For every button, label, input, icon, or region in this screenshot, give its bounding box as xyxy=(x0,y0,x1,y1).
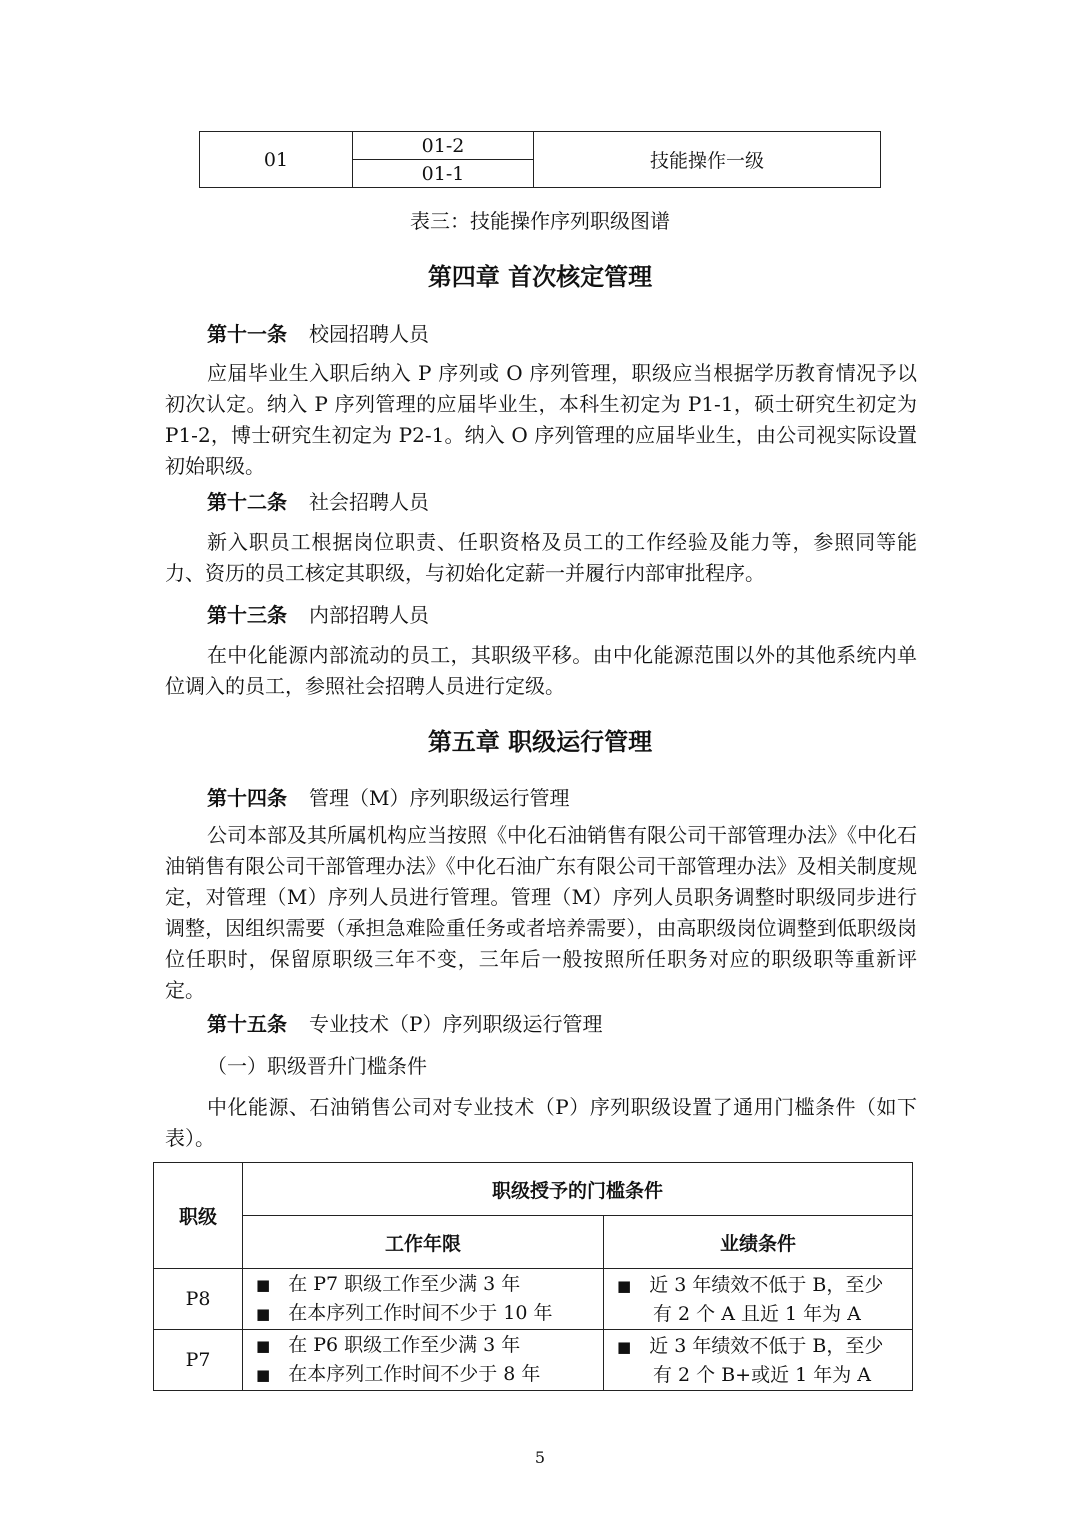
paragraph: 新入职员工根据岗位职责、任职资格及员工的工作经验及能力等，参照同等能力、资历的员工核定其职级，与初始化定薪一并履行内部审批程序。 xyxy=(165,530,917,585)
article-title: 专业技术（P）序列职级运行管理 xyxy=(309,1012,603,1036)
bullet-square-icon: ■ xyxy=(256,1305,271,1323)
level-cell: P7 xyxy=(154,1330,243,1391)
years-cell: ■ 在 P6 职级工作至少满 3 年 ■ 在本序列工作时间不少于 8 年 xyxy=(243,1330,604,1391)
years-cell: ■ 在 P7 职级工作至少满 3 年 ■ 在本序列工作时间不少于 10 年 xyxy=(243,1269,604,1330)
bullet-square-icon: ■ xyxy=(256,1366,271,1384)
article-heading xyxy=(207,486,429,515)
article-title: 内部招聘人员 xyxy=(309,603,429,627)
article-heading xyxy=(207,318,429,347)
article-title: 管理（M）序列职级运行管理 xyxy=(309,786,570,810)
header-group: 职级授予的门槛条件 xyxy=(243,1163,913,1216)
paragraph: 应届毕业生入职后纳入 P 序列或 O 序列管理，职级应当根据学历教育情况予以初次认定。纳入 P 序列管理的应届毕业生，本科生初定为 P1-1，硕士研究生初定为 P1-2，博士研究生初定为 P2-1。纳入 O 序列管理的应届毕业生，由公司视实际设置初始职级。 xyxy=(165,361,917,478)
table-row xyxy=(154,1269,913,1330)
sublevel-cell: 01-1 xyxy=(353,160,534,188)
article-label: 第十二条 xyxy=(207,490,287,514)
bullet-square-icon: ■ xyxy=(617,1276,632,1295)
table-row xyxy=(154,1330,913,1391)
article-heading xyxy=(207,782,569,811)
bullet-square-icon: ■ xyxy=(256,1337,271,1355)
bullet-square-icon: ■ xyxy=(256,1276,271,1294)
article-heading xyxy=(207,599,429,628)
skill-level-table xyxy=(199,131,881,188)
bullet-square-icon: ■ xyxy=(617,1337,632,1356)
performance-cell: ■ 近 3 年绩效不低于 B，至少 有 2 个 A 且近 1 年为 A xyxy=(604,1269,913,1330)
page-number: 5 xyxy=(534,1448,546,1467)
chapter-heading: 第四章 首次核定管理 xyxy=(427,262,653,291)
article-label: 第十三条 xyxy=(207,603,287,627)
table-caption: 表三：技能操作序列职级图谱 xyxy=(410,209,670,233)
article-label: 第十一条 xyxy=(207,322,287,346)
sublevel-cell: 01-2 xyxy=(353,132,534,160)
paragraph: 在中化能源内部流动的员工，其职级平移。由中化能源范围以外的其他系统内单位调入的员工，参照社会招聘人员进行定级。 xyxy=(165,643,917,698)
subsection-heading: （一）职级晋升门槛条件 xyxy=(207,1054,427,1078)
article-title: 社会招聘人员 xyxy=(309,490,429,514)
performance-cell: ■ 近 3 年绩效不低于 B，至少 有 2 个 B+或近 1 年为 A xyxy=(604,1330,913,1391)
chapter-heading: 第五章 职级运行管理 xyxy=(427,727,653,756)
level-cell: 01 xyxy=(200,132,353,188)
header-level: 职级 xyxy=(154,1163,243,1269)
header-performance: 业绩条件 xyxy=(604,1216,913,1269)
level-cell: P8 xyxy=(154,1269,243,1330)
header-years: 工作年限 xyxy=(243,1216,604,1269)
paragraph: 公司本部及其所属机构应当按照《中化石油销售有限公司干部管理办法》《中化石油销售有限公司干部管理办法》《中化石油广东有限公司干部管理办法》及相关制度规定，对管理（M）序列人员进行管理。管理（M）序列人员职务调整时职级同步进行调整，因组织需要（承担急难险重任务或者培养需要），由高职级岗位调整到低职级岗位任职时，保留原职级三年不变，三年后一般按照所任职务对应的职级职等重新评定。 xyxy=(165,823,917,1002)
article-label: 第十四条 xyxy=(207,786,287,810)
article-heading xyxy=(207,1008,602,1037)
article-label: 第十五条 xyxy=(207,1012,287,1036)
requirements-table xyxy=(153,1162,913,1391)
level-name-cell: 技能操作一级 xyxy=(534,132,881,188)
paragraph: 中化能源、石油销售公司对专业技术（P）序列职级设置了通用门槛条件（如下表）。 xyxy=(165,1095,917,1150)
article-title: 校园招聘人员 xyxy=(309,322,429,346)
